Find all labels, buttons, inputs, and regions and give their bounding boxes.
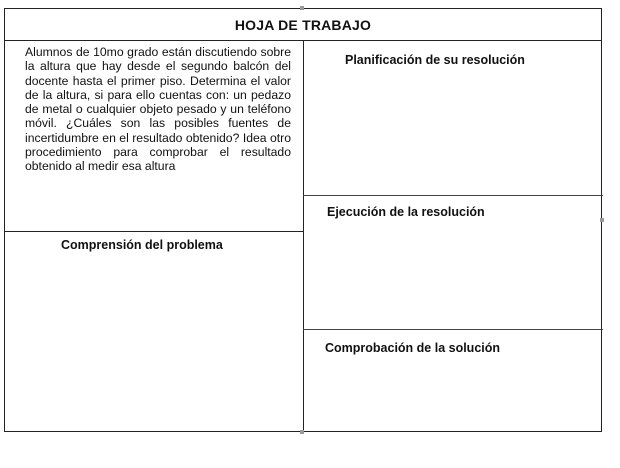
resize-handle-right[interactable]	[600, 218, 604, 222]
section-verification-title: Comprobación de la solución	[325, 341, 501, 355]
problem-statement: Alumnos de 10mo grado están discutiendo sobre la altura que hay desde el segundo balcón del docente hasta el primer piso. Determina el valor de la altura, si para ello cuentas con: un pedazo de metal o cualquier objeto pesado y un teléfono móvil. ¿Cuáles son las posibles fuentes de incertidumbre en el resultado obtenido? Idea otro procedimiento para comprobar el resultado obtenido al medir esa altura	[25, 45, 291, 174]
section-planning-title: Planificación de su resolución	[345, 53, 525, 67]
section-comprehension-title: Comprensión del problema	[61, 238, 223, 252]
section-execution-title: Ejecución de la resolución	[327, 205, 485, 219]
right-row-divider-2	[303, 329, 603, 330]
resize-handle-top[interactable]	[300, 6, 304, 10]
resize-handle-bottom[interactable]	[300, 430, 304, 434]
worksheet-title: HOJA DE TRABAJO	[5, 9, 601, 41]
right-row-divider-1	[303, 195, 603, 196]
column-divider	[303, 41, 304, 433]
left-row-divider	[5, 231, 303, 232]
worksheet-table	[4, 8, 602, 432]
